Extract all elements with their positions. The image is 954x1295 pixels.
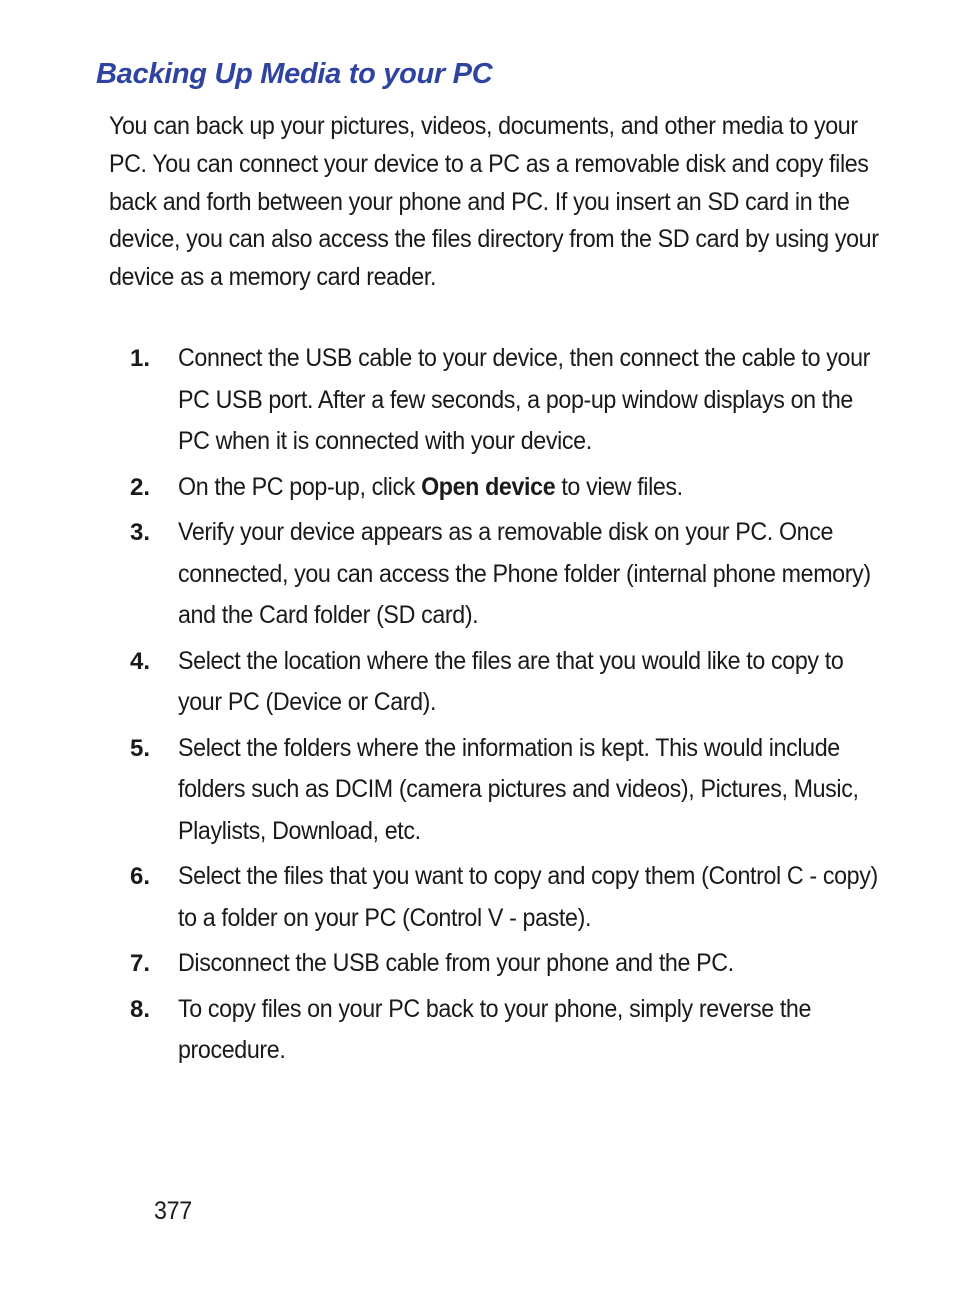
list-item [130, 728, 890, 853]
step-text: Connect the USB cable to your device, then connect the cable to your PC USB port. After a few seconds, a pop-up window displays on the PC when it is connected with your device. [178, 344, 871, 455]
step-number: 2. [130, 473, 151, 501]
step-number: 4. [130, 647, 151, 675]
step-text: To copy files on your PC back to your phone, simply reverse the procedure. [178, 994, 812, 1064]
step-number: 6. [130, 863, 151, 890]
step-number: 7. [130, 950, 151, 977]
list-item [130, 856, 890, 939]
step-text: Select the folders where the information is kept. This would include folders such as DCIM (camera pictures and videos), Pictures, Music, Playlists, Download, etc. [178, 733, 859, 845]
intro-paragraph: You can back up your pictures, videos, documents, and other media to your PC. You can connect your device to a PC as a removable disk and copy files back and forth between your phone and PC. If you insert an SD card in the device, you can also access the files directory from the SD card by using your device as a memory card reader. [109, 112, 879, 292]
section-title: Backing Up Media to your PC [96, 58, 493, 90]
step-text: Select the location where the files are that you would like to copy to your PC (Device or Card). [178, 646, 844, 716]
list-item [130, 989, 890, 1072]
step-number: 1. [130, 345, 151, 372]
open-device-label: Open device [421, 472, 556, 501]
steps-list [130, 338, 890, 1076]
list-item [130, 467, 890, 509]
step-text: Verify your device appears as a removable disk on your PC. Once connected, you can access the Phone folder (internal phone memory) and the Card folder (SD card). [178, 518, 871, 629]
step-number: 5. [130, 734, 151, 762]
step-number: 8. [130, 995, 151, 1023]
list-item [130, 641, 890, 724]
step-text: Select the files that you want to copy and copy them (Control C - copy) to a folder on your PC (Control V - paste). [178, 862, 878, 932]
step-number: 3. [130, 519, 151, 546]
list-item [130, 512, 890, 637]
step-text-before: On the PC pop-up, click [178, 472, 422, 501]
step-text: Disconnect the USB cable from your phone and the PC. [178, 949, 734, 977]
page-number: 377 [154, 1197, 192, 1225]
step-text [178, 467, 889, 509]
step-text-after: to view files. [555, 472, 683, 501]
list-item [130, 943, 890, 985]
list-item [130, 338, 890, 463]
